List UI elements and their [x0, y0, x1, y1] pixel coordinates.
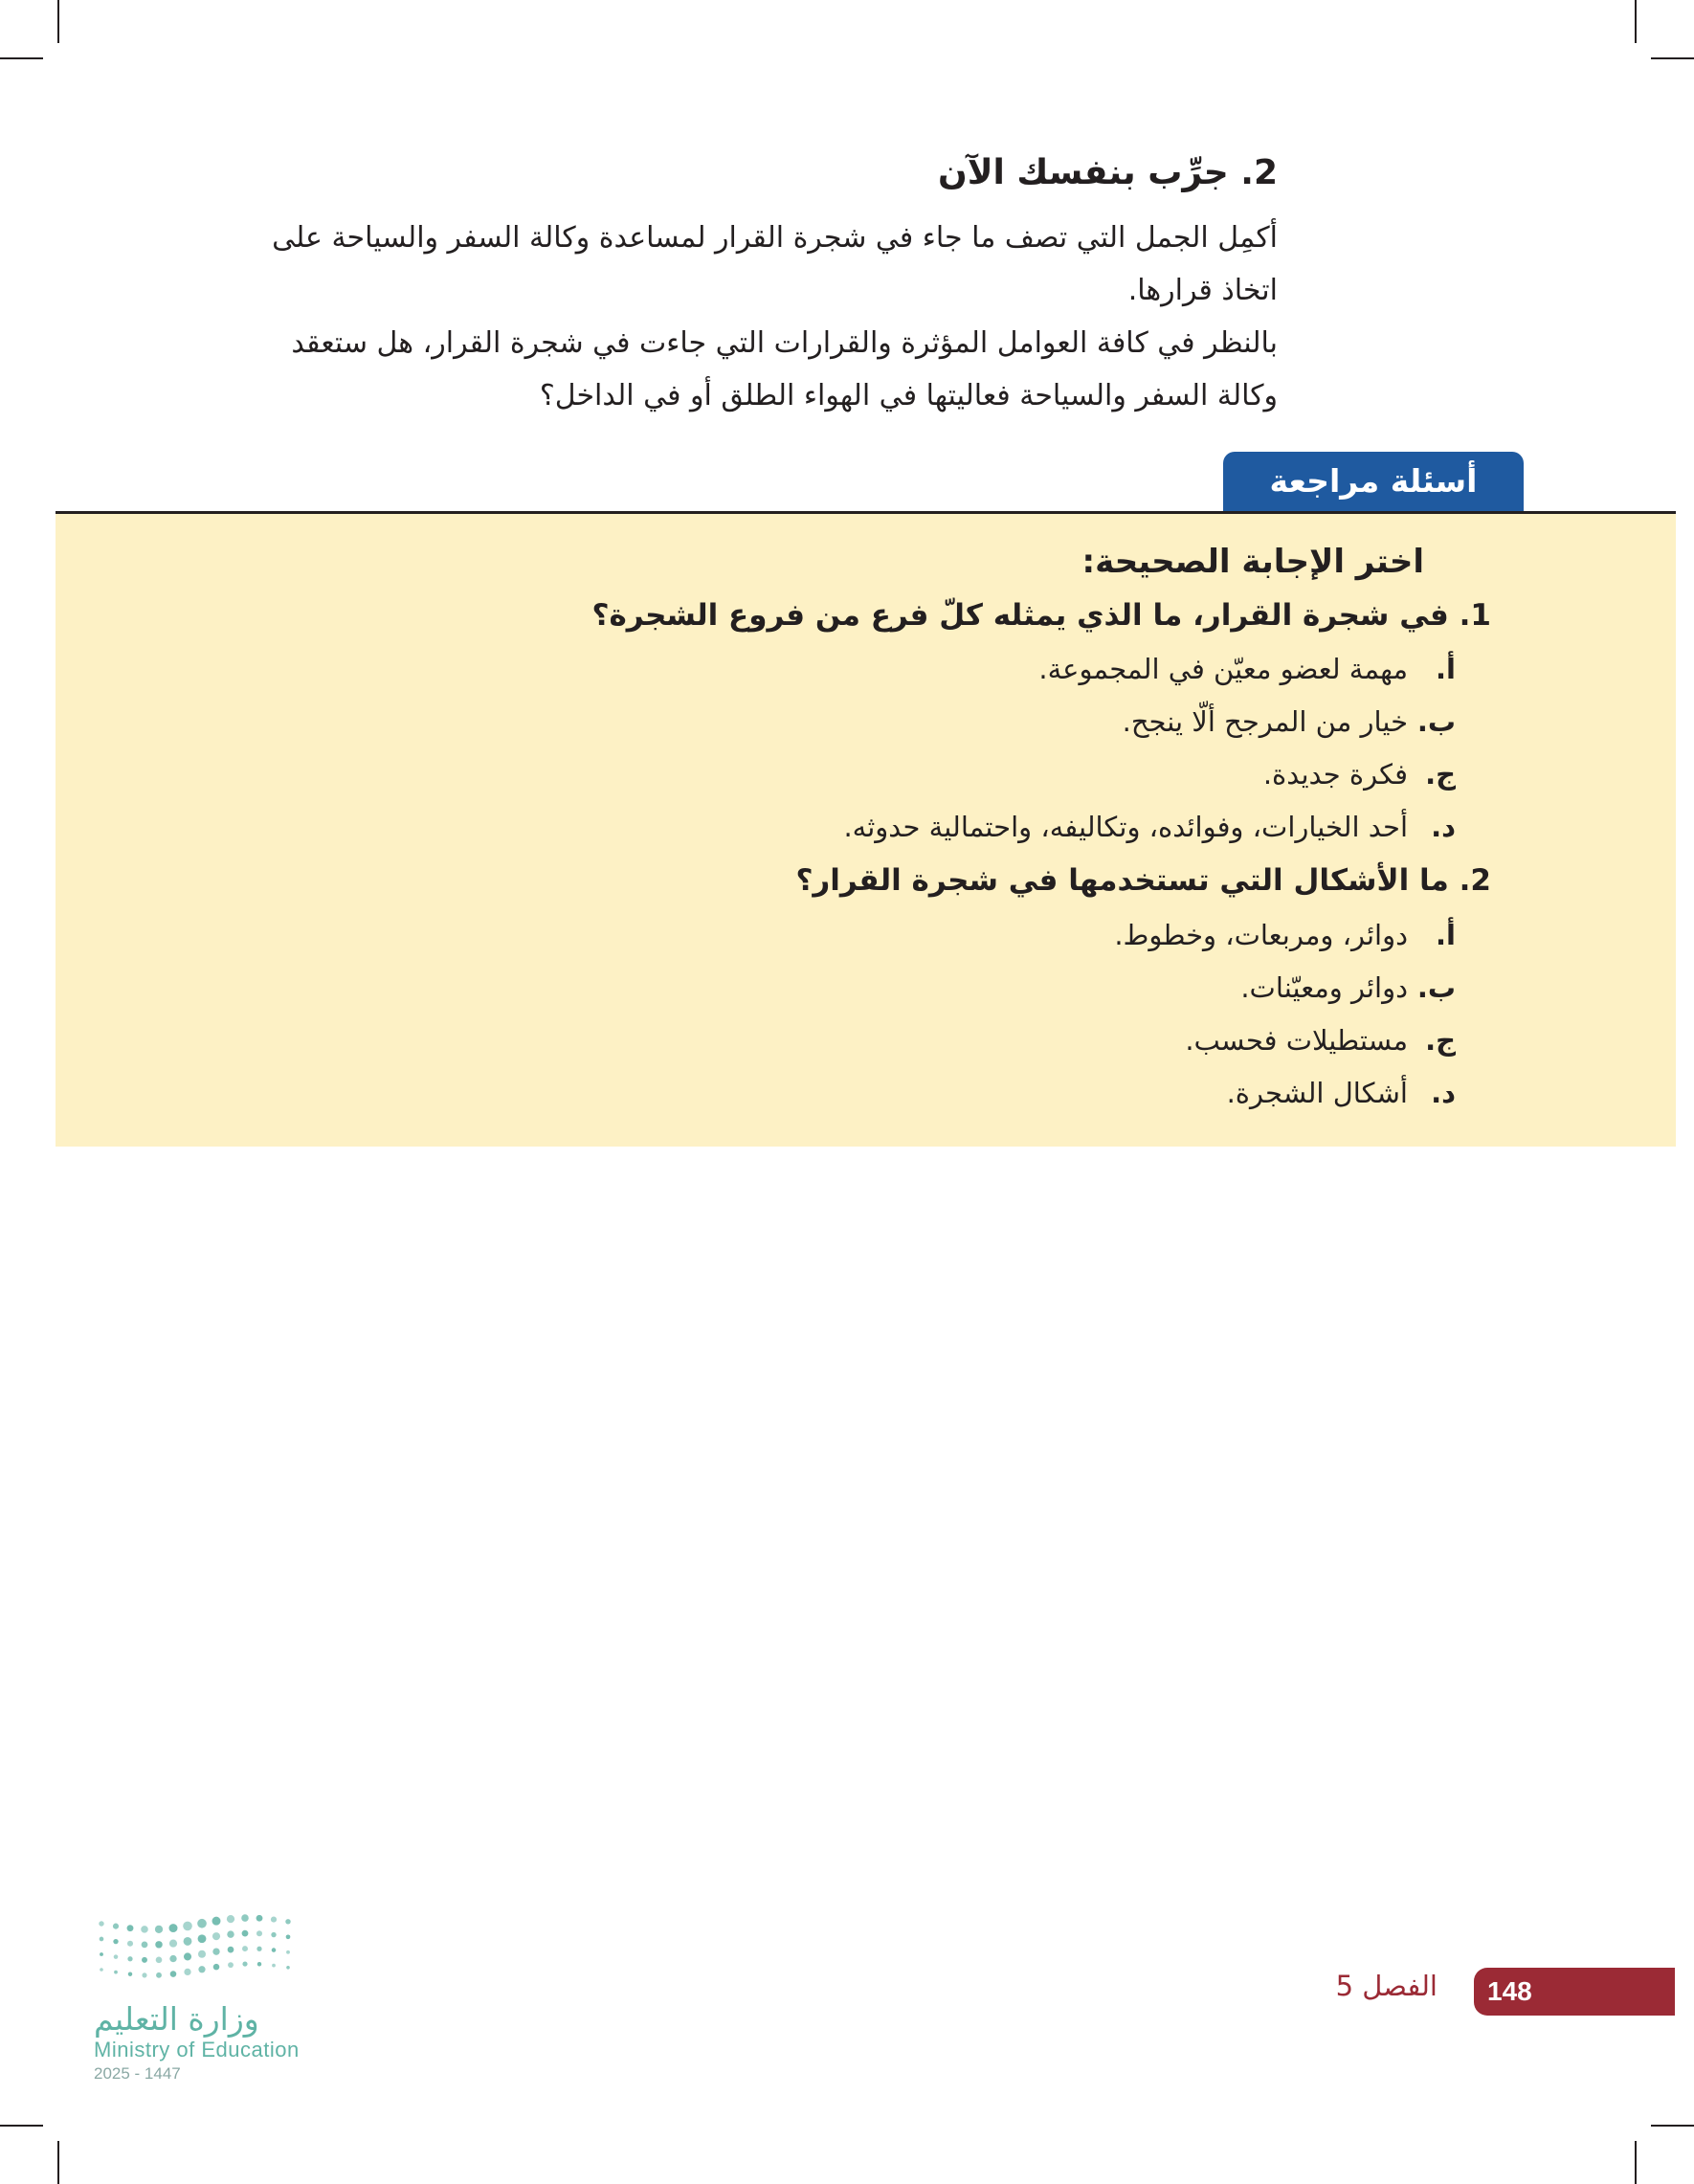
- try-paragraph-1: أكمِل الجمل التي تصف ما جاء في شجرة القرار لمساعدة وكالة السفر والسياحة على اتخاذ قرارها.: [272, 221, 1278, 307]
- crop-mark: [1635, 0, 1637, 43]
- crop-mark: [0, 57, 43, 59]
- page-number-tab: [1474, 1968, 1675, 2016]
- ministry-year: 2025 - 1447: [94, 2064, 181, 2083]
- option-letter: أ.: [1436, 919, 1456, 951]
- option-letter: ج.: [1425, 1024, 1456, 1057]
- ministry-logo: [94, 1914, 304, 2084]
- ministry-name-arabic: وزارة التعليم: [94, 2000, 259, 2038]
- question-1-option-b[interactable]: [1123, 705, 1456, 738]
- option-letter: ج.: [1425, 758, 1456, 791]
- ministry-dots-icon: [94, 1914, 304, 1985]
- option-text: خيار من المرجح ألّا ينجح.: [1122, 705, 1408, 738]
- question-2-option-b[interactable]: [1240, 971, 1456, 1004]
- crop-mark: [57, 0, 59, 43]
- review-instruction: اختر الإجابة الصحيحة:: [1081, 543, 1424, 581]
- option-text: دوائر، ومربعات، وخطوط.: [1114, 919, 1408, 951]
- question-2-option-d[interactable]: [1227, 1077, 1456, 1109]
- option-text: فكرة جديدة.: [1262, 758, 1408, 791]
- question-1: 1. في شجرة القرار، ما الذي يمثله كلّ فرع من فروع الشجرة؟: [591, 598, 1491, 633]
- chapter-label: الفصل 5: [1335, 1970, 1438, 2002]
- option-text: مهمة لعضو معيّن في المجموعة.: [1038, 653, 1408, 685]
- crop-mark: [1651, 57, 1694, 59]
- question-1-option-c[interactable]: [1263, 758, 1456, 791]
- try-paragraph-2: بالنظر في كافة العوامل المؤثرة والقرارات التي جاءت في شجرة القرار، هل ستعقد وكالة السفر والسياحة فعاليتها في الهواء الطلق أو في الداخل؟: [291, 326, 1278, 412]
- crop-mark: [1651, 2125, 1694, 2127]
- try-heading: 2. جرِّب بنفسك الآن: [937, 153, 1278, 192]
- option-letter: ب.: [1416, 971, 1456, 1004]
- try-section: [230, 153, 1278, 422]
- option-text: أحد الخيارات، وفوائده، وتكاليفه، واحتمالية حدوثه.: [843, 811, 1408, 843]
- question-1-option-a[interactable]: [1038, 653, 1456, 685]
- question-2-option-c[interactable]: [1185, 1024, 1456, 1057]
- page-number: 148: [1487, 1976, 1532, 2006]
- question-1-option-d[interactable]: [843, 811, 1456, 843]
- option-letter: د.: [1431, 1077, 1456, 1109]
- crop-mark: [57, 2141, 59, 2184]
- question-2-option-a[interactable]: [1114, 919, 1456, 951]
- crop-mark: [1635, 2141, 1637, 2184]
- review-tab: أسئلة مراجعة: [1223, 452, 1524, 511]
- question-2: 2. ما الأشكال التي تستخدمها في شجرة القرار؟: [795, 863, 1491, 898]
- option-letter: أ.: [1436, 653, 1456, 685]
- crop-mark: [0, 2125, 43, 2127]
- ministry-name-english: Ministry of Education: [94, 2038, 300, 2061]
- option-text: مستطيلات فحسب.: [1185, 1024, 1408, 1057]
- option-text: دوائر ومعيّنات.: [1240, 971, 1408, 1004]
- option-letter: د.: [1431, 811, 1456, 843]
- option-letter: ب.: [1416, 705, 1456, 738]
- option-text: أشكال الشجرة.: [1226, 1077, 1408, 1109]
